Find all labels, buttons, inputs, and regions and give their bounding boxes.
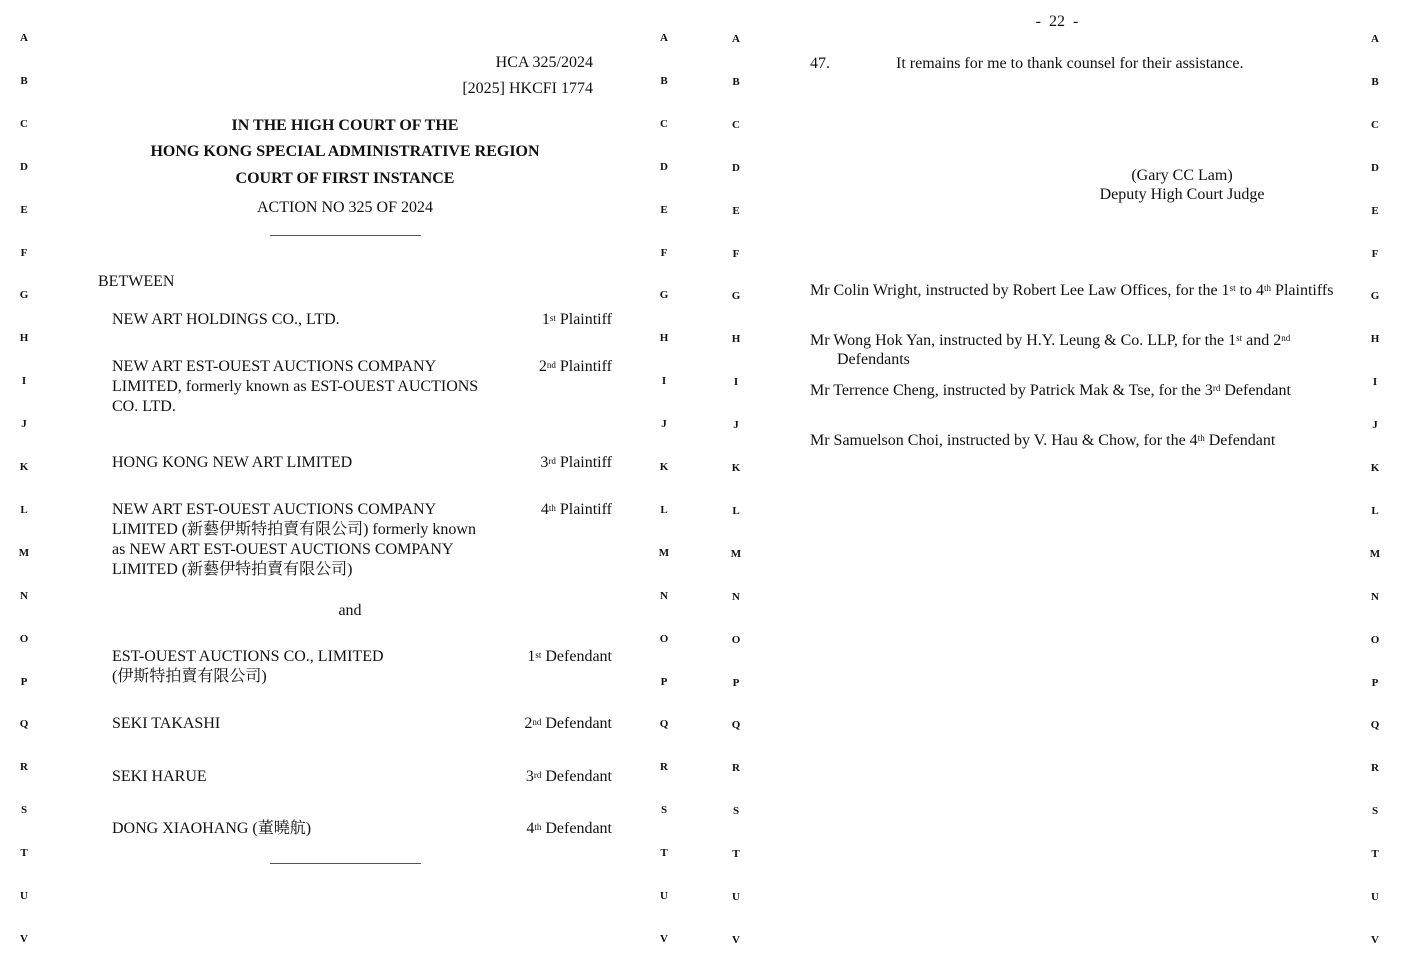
paragraph-text: It remains for me to thank counsel for their assistance. xyxy=(896,55,1244,72)
margin-letter-m: M xyxy=(730,547,742,560)
plaintiff-name: NEW ART HOLDINGS CO., LTD. xyxy=(112,311,340,328)
judge-name: (Gary CC Lam) xyxy=(1131,167,1233,184)
margin-letter-b: B xyxy=(660,74,668,87)
margin-letter-g: G xyxy=(19,289,29,302)
margin-letter-e: E xyxy=(20,203,28,216)
margin-letter-e: E xyxy=(732,204,740,217)
margin-letter-r: R xyxy=(732,762,740,775)
plaintiff-role: 2nd Plaintiff xyxy=(538,358,612,375)
margin-letter-h: H xyxy=(1370,333,1380,346)
margin-letter-i: I xyxy=(661,375,667,388)
margin-letter-u: U xyxy=(20,890,28,902)
judgment-cover-page xyxy=(0,0,700,971)
margin-letter-o: O xyxy=(1370,633,1380,646)
margin-letter-i: I xyxy=(733,376,739,389)
margin-letter-r: R xyxy=(20,761,28,774)
margin-letter-t: T xyxy=(1371,848,1379,861)
court-heading-line-2: HONG KONG SPECIAL ADMINISTRATIVE REGION xyxy=(150,143,540,160)
margin-letter-f: F xyxy=(1371,247,1379,260)
counsel-entry: Mr Wong Hok Yan, instructed by H.Y. Leung & Co. LLP, for the 1st and 2nd Defendants xyxy=(810,332,1291,368)
margin-letter-j: J xyxy=(21,418,27,431)
margin-letter-r: R xyxy=(1371,762,1379,775)
margin-letter-q: Q xyxy=(659,718,669,731)
paragraph-number: 47. xyxy=(810,55,830,72)
court-heading-line-3: COURT OF FIRST INSTANCE xyxy=(235,170,455,187)
margin-letter-l: L xyxy=(732,504,740,517)
margin-letter-q: Q xyxy=(19,718,29,731)
margin-letter-b: B xyxy=(20,74,28,87)
margin-letter-s: S xyxy=(1371,805,1379,818)
defendant-role: 4th Defendant xyxy=(526,820,612,837)
margin-letter-t: T xyxy=(20,847,28,860)
margin-letter-e: E xyxy=(660,203,668,216)
margin-letter-d: D xyxy=(660,160,668,173)
margin-letter-d: D xyxy=(1371,161,1379,174)
neutral-citation: [2025] HKCFI 1774 xyxy=(462,80,593,97)
and-label: and xyxy=(338,602,362,619)
margin-letter-a: A xyxy=(660,32,668,44)
margin-letter-p: P xyxy=(732,676,740,689)
judgment-final-page xyxy=(700,0,1402,971)
margin-letter-s: S xyxy=(20,804,28,817)
margin-letter-b: B xyxy=(1371,75,1379,88)
margin-letter-k: K xyxy=(731,462,741,474)
margin-letter-t: T xyxy=(660,847,668,860)
margin-letter-k: K xyxy=(659,461,669,473)
margin-letter-p: P xyxy=(1371,676,1379,689)
counsel-entry: Mr Terrence Cheng, instructed by Patrick Mak & Tse, for the 3rd Defendant xyxy=(810,382,1291,399)
margin-letter-o: O xyxy=(731,633,741,646)
margin-letter-h: H xyxy=(19,332,29,345)
margin-letter-a: A xyxy=(732,33,740,45)
divider xyxy=(270,235,421,236)
margin-letter-m: M xyxy=(18,546,30,559)
margin-letter-t: T xyxy=(732,848,740,861)
counsel-entry: Mr Samuelson Choi, instructed by V. Hau & Chow, for the 4th Defendant xyxy=(810,432,1276,449)
margin-letter-n: N xyxy=(1371,590,1379,603)
margin-letter-h: H xyxy=(731,333,741,346)
plaintiff-name: HONG KONG NEW ART LIMITED xyxy=(112,454,353,471)
defendant-name: DONG XIAOHANG (董曉航) xyxy=(112,820,312,837)
margin-letter-a: A xyxy=(20,32,28,44)
margin-letter-o: O xyxy=(19,632,29,645)
margin-letter-h: H xyxy=(659,332,669,345)
margin-letter-r: R xyxy=(660,761,668,774)
margin-letter-c: C xyxy=(660,117,668,130)
margin-letter-a: A xyxy=(1371,33,1379,45)
defendant-role: 1st Defendant xyxy=(527,648,612,665)
margin-letter-v: V xyxy=(20,932,28,945)
page-number: - 22 - xyxy=(1035,13,1079,30)
defendant-name: SEKI TAKASHI xyxy=(112,715,221,732)
plaintiff-role: 3rd Plaintiff xyxy=(540,454,612,471)
margin-letter-u: U xyxy=(660,890,668,902)
plaintiff-name: NEW ART EST-OUEST AUCTIONS COMPANY LIMITED, formerly known as EST-OUEST AUCTIONS CO. LTD. xyxy=(112,358,479,415)
margin-letter-u: U xyxy=(732,891,740,903)
plaintiff-role: 4th Plaintiff xyxy=(540,501,612,518)
margin-letter-s: S xyxy=(732,805,740,818)
margin-letter-f: F xyxy=(732,247,740,260)
margin-letter-v: V xyxy=(660,932,668,945)
margin-letter-i: I xyxy=(21,375,27,388)
judge-title: Deputy High Court Judge xyxy=(1099,186,1265,203)
margin-letter-l: L xyxy=(660,503,668,516)
margin-letter-s: S xyxy=(660,804,668,817)
defendant-role: 2nd Defendant xyxy=(524,715,612,732)
margin-letter-p: P xyxy=(660,675,668,688)
action-number: ACTION NO 325 OF 2024 xyxy=(257,199,433,216)
margin-letter-p: P xyxy=(20,675,28,688)
margin-letter-k: K xyxy=(1370,462,1380,474)
margin-letter-q: Q xyxy=(1370,719,1380,732)
counsel-entry: Mr Colin Wright, instructed by Robert Lee Law Offices, for the 1st to 4th Plaintiffs xyxy=(810,282,1334,299)
margin-letter-g: G xyxy=(731,290,741,303)
margin-letter-v: V xyxy=(732,933,740,946)
margin-letter-j: J xyxy=(1372,419,1378,432)
margin-letter-j: J xyxy=(661,418,667,431)
margin-letter-f: F xyxy=(20,246,28,259)
margin-letter-o: O xyxy=(659,632,669,645)
margin-letter-g: G xyxy=(659,289,669,302)
defendant-role: 3rd Defendant xyxy=(525,768,612,785)
margin-letter-c: C xyxy=(20,117,28,130)
margin-letter-l: L xyxy=(1371,504,1379,517)
margin-letter-n: N xyxy=(20,589,28,602)
margin-letter-m: M xyxy=(658,546,670,559)
margin-letter-f: F xyxy=(660,246,668,259)
between-label: BETWEEN xyxy=(98,273,175,290)
margin-letter-c: C xyxy=(1371,118,1379,131)
plaintiff-name: NEW ART EST-OUEST AUCTIONS COMPANY LIMITED (新藝伊斯特拍賣有限公司) formerly known as NEW ART EST-OUEST AUCTIONS COMPANY LIMITED (新藝伊特拍賣有限公司) xyxy=(112,501,476,578)
margin-letter-i: I xyxy=(1372,376,1378,389)
margin-letter-e: E xyxy=(1371,204,1379,217)
margin-letter-g: G xyxy=(1370,290,1380,303)
margin-letter-d: D xyxy=(732,161,740,174)
margin-letter-b: B xyxy=(732,75,740,88)
margin-letter-n: N xyxy=(660,589,668,602)
margin-letter-j: J xyxy=(733,419,739,432)
margin-letter-d: D xyxy=(20,160,28,173)
margin-letter-l: L xyxy=(20,503,28,516)
margin-letter-c: C xyxy=(732,118,740,131)
divider xyxy=(270,863,421,864)
margin-letter-v: V xyxy=(1371,933,1379,946)
margin-letter-u: U xyxy=(1371,891,1379,903)
margin-letter-k: K xyxy=(19,461,29,473)
margin-letter-n: N xyxy=(732,590,740,603)
margin-letter-q: Q xyxy=(731,719,741,732)
defendant-name: EST-OUEST AUCTIONS CO., LIMITED (伊斯特拍賣有限公司) xyxy=(112,648,384,685)
case-number: HCA 325/2024 xyxy=(495,54,593,71)
court-heading-line-1: IN THE HIGH COURT OF THE xyxy=(231,117,459,134)
defendant-name: SEKI HARUE xyxy=(112,768,207,785)
plaintiff-role: 1st Plaintiff xyxy=(541,311,612,328)
margin-letter-m: M xyxy=(1369,547,1381,560)
